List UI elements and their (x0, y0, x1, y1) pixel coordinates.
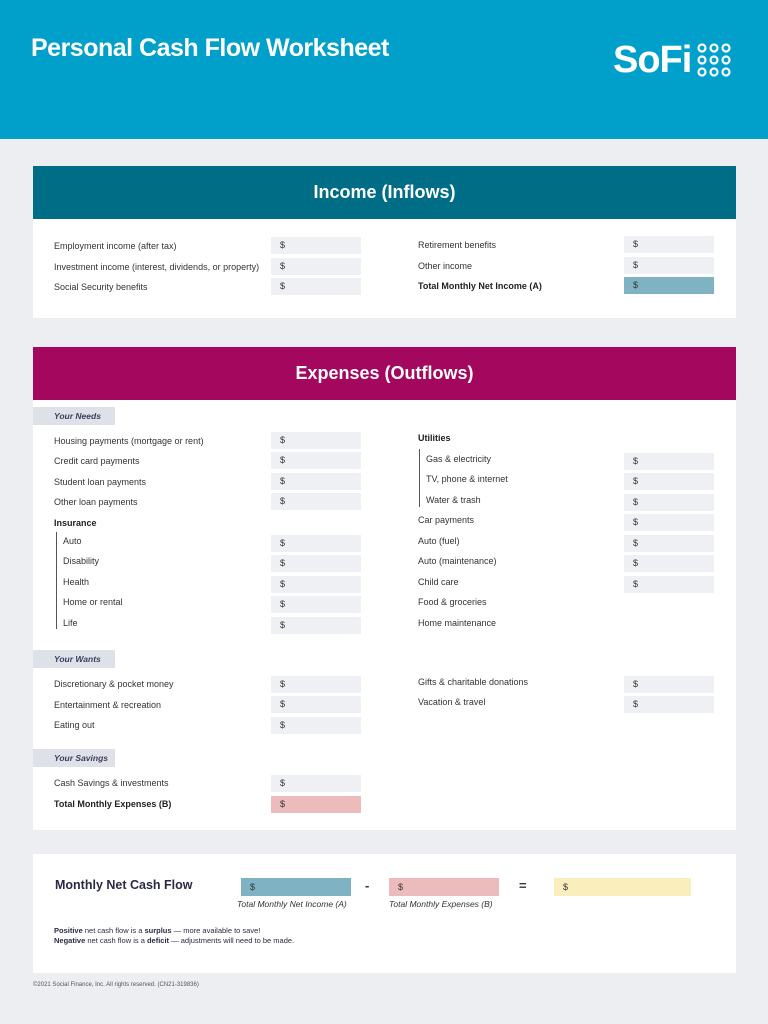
expense-label: Car payments (418, 515, 475, 525)
income-label: Other income (418, 261, 473, 271)
note-text: net cash flow is a (82, 926, 145, 935)
note-positive-word: Positive (54, 926, 83, 935)
expense-label: Eating out (54, 720, 95, 730)
income-section (33, 166, 736, 318)
logo-wordmark: SoFi (613, 39, 692, 81)
expense-label: Gas & electricity (426, 454, 492, 464)
insurance-health-field[interactable]: $ (271, 576, 361, 593)
expenses-section (33, 347, 736, 830)
credit-card-field[interactable]: $ (271, 452, 361, 469)
income-label: Retirement benefits (418, 240, 497, 250)
income-employment-field[interactable]: $ (271, 237, 361, 254)
positive-note (54, 926, 260, 935)
expense-label: Health (63, 577, 90, 587)
total-expenses-label: Total Monthly Expenses (B) (54, 799, 172, 809)
expense-label: Food & groceries (418, 597, 487, 607)
eating-out-field[interactable]: $ (271, 717, 361, 734)
expense-label: Auto (maintenance) (418, 556, 497, 566)
expense-label: Student loan payments (54, 477, 147, 487)
expense-label: Entertainment & recreation (54, 700, 162, 710)
negative-note (54, 936, 294, 945)
auto-maintenance-field[interactable]: $ (624, 555, 714, 572)
utilities-tv-field[interactable]: $ (624, 473, 714, 490)
discretionary-field[interactable]: $ (271, 676, 361, 693)
insurance-life-field[interactable]: $ (271, 617, 361, 634)
wants-tag: Your Wants (33, 650, 115, 668)
income-label: Social Security benefits (54, 282, 148, 292)
utilities-bracket (419, 449, 420, 507)
income-label: Employment income (after tax) (54, 241, 177, 251)
auto-fuel-field[interactable]: $ (624, 535, 714, 552)
cashflow-expenses-caption: Total Monthly Expenses (B) (389, 899, 493, 909)
expense-label: Home maintenance (418, 618, 497, 628)
needs-tag: Your Needs (33, 407, 115, 425)
income-other-field[interactable]: $ (624, 257, 714, 274)
savings-tag: Your Savings (33, 749, 115, 767)
note-text: — adjustments will need to be made. (169, 936, 295, 945)
copyright-footer: ©2021 Social Finance, Inc. All rights reserved. (CN21-319836) (33, 982, 199, 988)
housing-field[interactable]: $ (271, 432, 361, 449)
expense-label: Gifts & charitable donations (418, 677, 529, 687)
expense-label: Other loan payments (54, 497, 138, 507)
page-title: Personal Cash Flow Worksheet (31, 34, 389, 62)
sofi-dots-icon (697, 43, 731, 77)
expense-label: Home or rental (63, 597, 123, 607)
cashflow-title: Monthly Net Cash Flow (55, 878, 193, 892)
income-investment-field[interactable]: $ (271, 258, 361, 275)
expenses-heading: Expenses (Outflows) (33, 347, 736, 400)
income-retirement-field[interactable]: $ (624, 236, 714, 253)
utilities-label: Utilities (418, 433, 451, 443)
gifts-field[interactable]: $ (624, 676, 714, 693)
total-income-field[interactable]: $ (624, 277, 714, 294)
total-income-label: Total Monthly Net Income (A) (418, 281, 542, 291)
child-care-field[interactable]: $ (624, 576, 714, 593)
insurance-label: Insurance (54, 518, 97, 528)
expense-label: TV, phone & internet (426, 474, 508, 484)
expense-label: Cash Savings & investments (54, 778, 169, 788)
note-text: — more available to save! (171, 926, 261, 935)
expense-label: Auto (63, 536, 82, 546)
expense-label: Credit card payments (54, 456, 140, 466)
car-payments-field[interactable]: $ (624, 514, 714, 531)
cashflow-expenses-field[interactable]: $ (389, 878, 499, 896)
utilities-gas-field[interactable]: $ (624, 453, 714, 470)
income-label: Investment income (interest, dividends, or property) (54, 262, 260, 272)
cashflow-result-field[interactable]: $ (554, 878, 691, 896)
cash-savings-field[interactable]: $ (271, 775, 361, 792)
equals-sign: = (519, 878, 527, 893)
note-deficit-word: deficit (146, 936, 170, 945)
note-negative-word: Negative (54, 936, 86, 945)
expense-label: Vacation & travel (418, 697, 486, 707)
expense-label: Water & trash (426, 495, 481, 505)
note-text: net cash flow is a (85, 936, 147, 945)
expense-label: Discretionary & pocket money (54, 679, 174, 689)
utilities-water-field[interactable]: $ (624, 494, 714, 511)
sofi-logo (613, 40, 731, 80)
expense-label: Life (63, 618, 78, 628)
total-expenses-field[interactable]: $ (271, 796, 361, 813)
expense-label: Disability (63, 556, 100, 566)
insurance-bracket (56, 532, 57, 629)
insurance-disability-field[interactable]: $ (271, 555, 361, 572)
expense-label: Child care (418, 577, 459, 587)
income-social-security-field[interactable]: $ (271, 278, 361, 295)
cashflow-income-field[interactable]: $ (241, 878, 351, 896)
note-surplus-word: surplus (144, 926, 172, 935)
insurance-home-field[interactable]: $ (271, 596, 361, 613)
student-loan-field[interactable]: $ (271, 473, 361, 490)
vacation-field[interactable]: $ (624, 696, 714, 713)
cashflow-income-caption: Total Monthly Net Income (A) (237, 899, 347, 909)
cashflow-section (33, 854, 736, 973)
income-heading: Income (Inflows) (33, 166, 736, 219)
insurance-auto-field[interactable]: $ (271, 535, 361, 552)
minus-sign: - (365, 878, 370, 893)
expense-label: Housing payments (mortgage or rent) (54, 436, 204, 446)
expense-label: Auto (fuel) (418, 536, 460, 546)
other-loan-field[interactable]: $ (271, 493, 361, 510)
page-header (0, 0, 768, 139)
entertainment-field[interactable]: $ (271, 696, 361, 713)
